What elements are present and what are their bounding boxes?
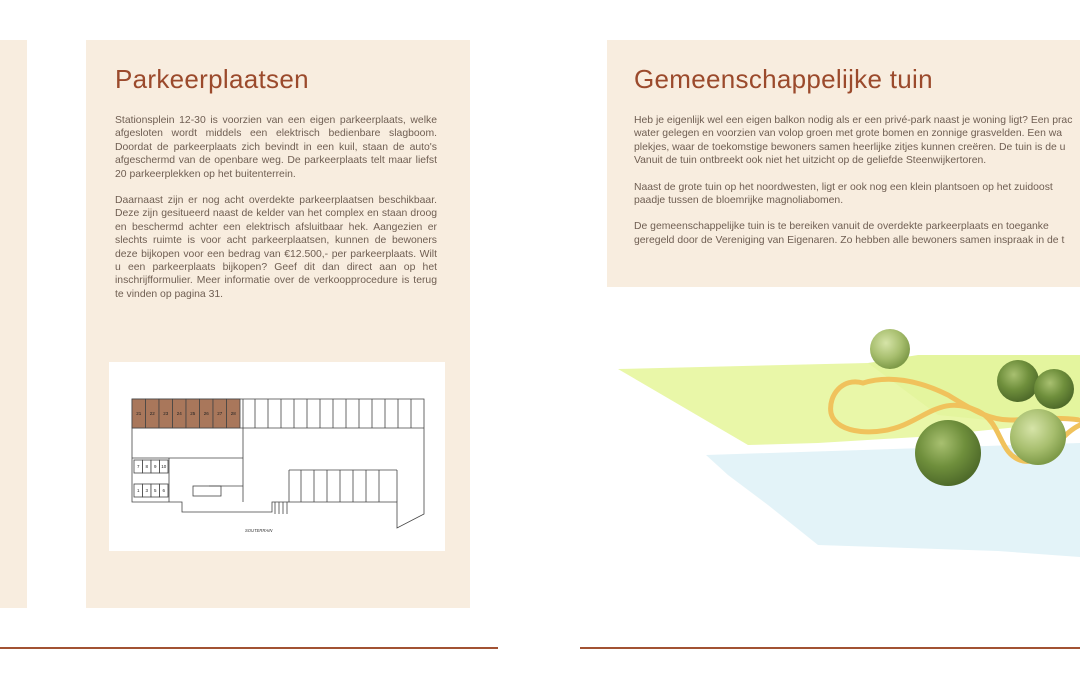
garden-line: Naast de grote tuin op het noordwesten, ligt er ook nog een klein plantsoen op het zuidoost: [634, 181, 1053, 193]
outdoor-parking-stalls-bottom: [289, 470, 397, 502]
floorplan-label: SOUTERRAIN: [245, 528, 273, 533]
floorplan-cell-number: 6: [162, 488, 166, 493]
garden-title: Gemeenschappelijke tuin: [634, 64, 933, 94]
garden-illustration: [618, 325, 1080, 565]
storage-row-top: [134, 460, 168, 473]
floorplan-cell-number: 25: [190, 411, 196, 416]
garden-line: Heb je eigenlijk wel een eigen balkon nodig als er een privé-park naast je woning ligt? Een prac: [634, 115, 1073, 126]
garden-line: Vanuit de tuin ontbreekt ook niet het uitzicht op de geliefde Steenwijkertoren.: [634, 155, 987, 167]
floorplan-cell-number: 22: [149, 411, 155, 416]
tree: [1010, 409, 1066, 465]
floorplan-cell-number: 21: [136, 411, 142, 416]
tree: [915, 420, 981, 486]
stair: [275, 502, 287, 514]
garden-line: plekjes, waar de toekomstige bewoners samen heerlijke zitjes kunnen creëren. De tuin is de u: [634, 141, 1066, 153]
floorplan-cell-number: 24: [176, 411, 182, 416]
floorplan-cell-number: 3: [145, 488, 149, 493]
floorplan-cell-number: 10: [161, 464, 167, 469]
floorplan-cell-number: 7: [136, 464, 140, 469]
previous-page-panel-edge: [0, 40, 27, 608]
footer-rule-right: [580, 647, 1080, 649]
garden-paragraph-2: [634, 181, 1080, 208]
outdoor-parking-stalls-top: [255, 399, 411, 428]
tree: [997, 360, 1039, 402]
footer-rule-left: [0, 647, 498, 649]
parking-floorplan: [109, 362, 445, 551]
garden-paragraph-3: [634, 220, 1080, 247]
floorplan-cell-number: 9: [153, 464, 157, 469]
parking-paragraph-1: Stationsplein 12-30 is voorzien van een eigen parkeerplaats, welke afgesloten wordt middels een elektrisch bedienbare slagboom. Doordat de parkeerplaats zich bevindt in een kuil, staan de auto's afgeschermd van de openbare weg. De parkeerplaats telt maar liefst 20 parkeerplekken op het buitenterrein.: [115, 115, 437, 180]
floorplan-cell-number: 28: [230, 411, 236, 416]
garden-text: [634, 114, 1080, 260]
garden-line: De gemeenschappelijke tuin is te bereiken vanuit de overdekte parkeerplaats en toeganke: [634, 221, 1049, 233]
storage-row-bottom: [134, 484, 168, 497]
floorplan-cell-number: 5: [153, 488, 157, 493]
covered-parking-spots: [132, 399, 240, 428]
floorplan-cell-number: 1: [136, 488, 140, 493]
tree: [1034, 369, 1074, 409]
floorplan-cell-number: 8: [145, 464, 149, 469]
floorplan-cell-number: 26: [203, 411, 209, 416]
garden-line: paadje tussen de bloemrijke magnoliabomen.: [634, 195, 844, 207]
garden-paragraph-1: [634, 114, 1080, 168]
floorplan-cell-number: 23: [163, 411, 169, 416]
tree: [870, 329, 910, 369]
garden-line: geregeld door de Vereniging van Eigenaren. Zo hebben alle bewoners samen inspraak in de t: [634, 234, 1065, 246]
parking-title: Parkeerplaatsen: [115, 64, 309, 94]
garden-line: water gelegen en voorzien van volop groen met grote bomen en zonnige grasvelden. Een wa: [634, 128, 1063, 140]
floorplan-drawing: [109, 362, 445, 551]
floorplan-cell-number: 27: [217, 411, 223, 416]
parking-text: [115, 114, 437, 314]
parking-paragraph-2: Daarnaast zijn er nog acht overdekte parkeerplaatsen beschikbaar. Deze zijn gesitueerd naast de kelder van het complex en staan droog en beschermd achter een elektrisch afsluitbaar hek. Aangezien er slechts ruimte is voor acht parkeerplaatsen, kunnen de bewoners deze bijkopen voor een bedrag van €12.500,- per parkeerplaats. Wilt u een parkeerplaats bijkopen? Geef dit dan direct aan op het inschrijfformulier. Meer informatie over de verkoopprocedure is terug te vinden op pagina 31.: [115, 195, 437, 300]
